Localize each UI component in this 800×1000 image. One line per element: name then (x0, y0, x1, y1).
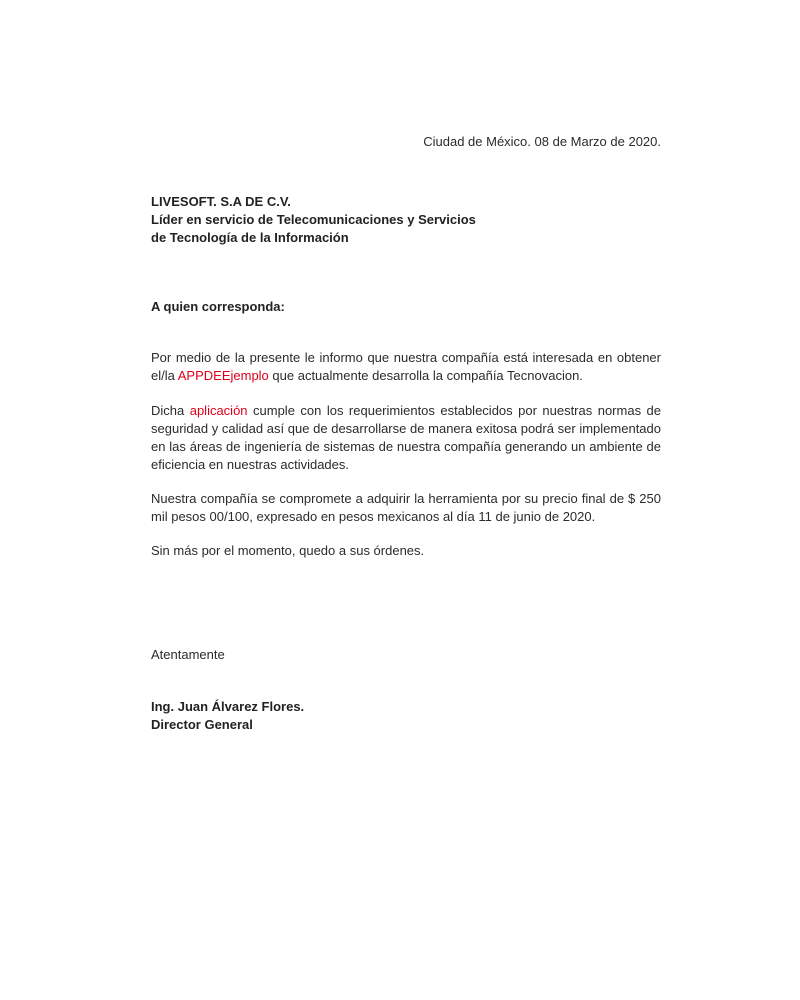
paragraph-interest-text-end: que actualmente desarrolla la compañía Tecnovacion. (268, 368, 583, 383)
greeting: A quien corresponda: (151, 299, 285, 314)
signature-title: Director General (151, 717, 253, 732)
application-highlight: aplicación (189, 403, 248, 418)
paragraph-farewell: Sin más por el momento, quedo a sus órdenes. (151, 543, 425, 558)
paragraph-interest-text-start: Por medio de la presente le informo que nuestra compañía está interesada en obtener el/la (151, 350, 661, 383)
recipient-line2: Líder en servicio de Telecomunicaciones y Servicios (151, 212, 476, 227)
paragraph-commitment: Nuestra compañía se compromete a adquirir la herramienta por su precio final de $ 250 mil pesos 00/100, expresado en pesos mexicanos al día 11 de junio de 2020. (151, 491, 661, 524)
signature-block (151, 698, 661, 734)
recipient-name: LIVESOFT. S.A DE C.V. (151, 194, 291, 209)
recipient-block (151, 193, 661, 247)
app-name-highlight: APPDEEjemplo (177, 368, 269, 383)
paragraph-requirements (151, 402, 661, 474)
paragraph-requirements-text-end: cumple con los requerimientos establecidos por nuestras normas de seguridad y calidad así que de desarrollarse de manera exitosa podrá ser implementado en las áreas de ingeniería de sistemas de nuestra compañía generando un ambiente de eficiencia en nuestras actividades. (151, 403, 661, 472)
recipient-line3: de Tecnología de la Información (151, 230, 349, 245)
closing: Atentamente (151, 647, 225, 662)
date-line: Ciudad de México. 08 de Marzo de 2020. (423, 134, 661, 149)
paragraph-requirements-text-start: Dicha (151, 403, 190, 418)
paragraph-interest (151, 349, 661, 385)
signature-name: Ing. Juan Álvarez Flores. (151, 699, 305, 714)
